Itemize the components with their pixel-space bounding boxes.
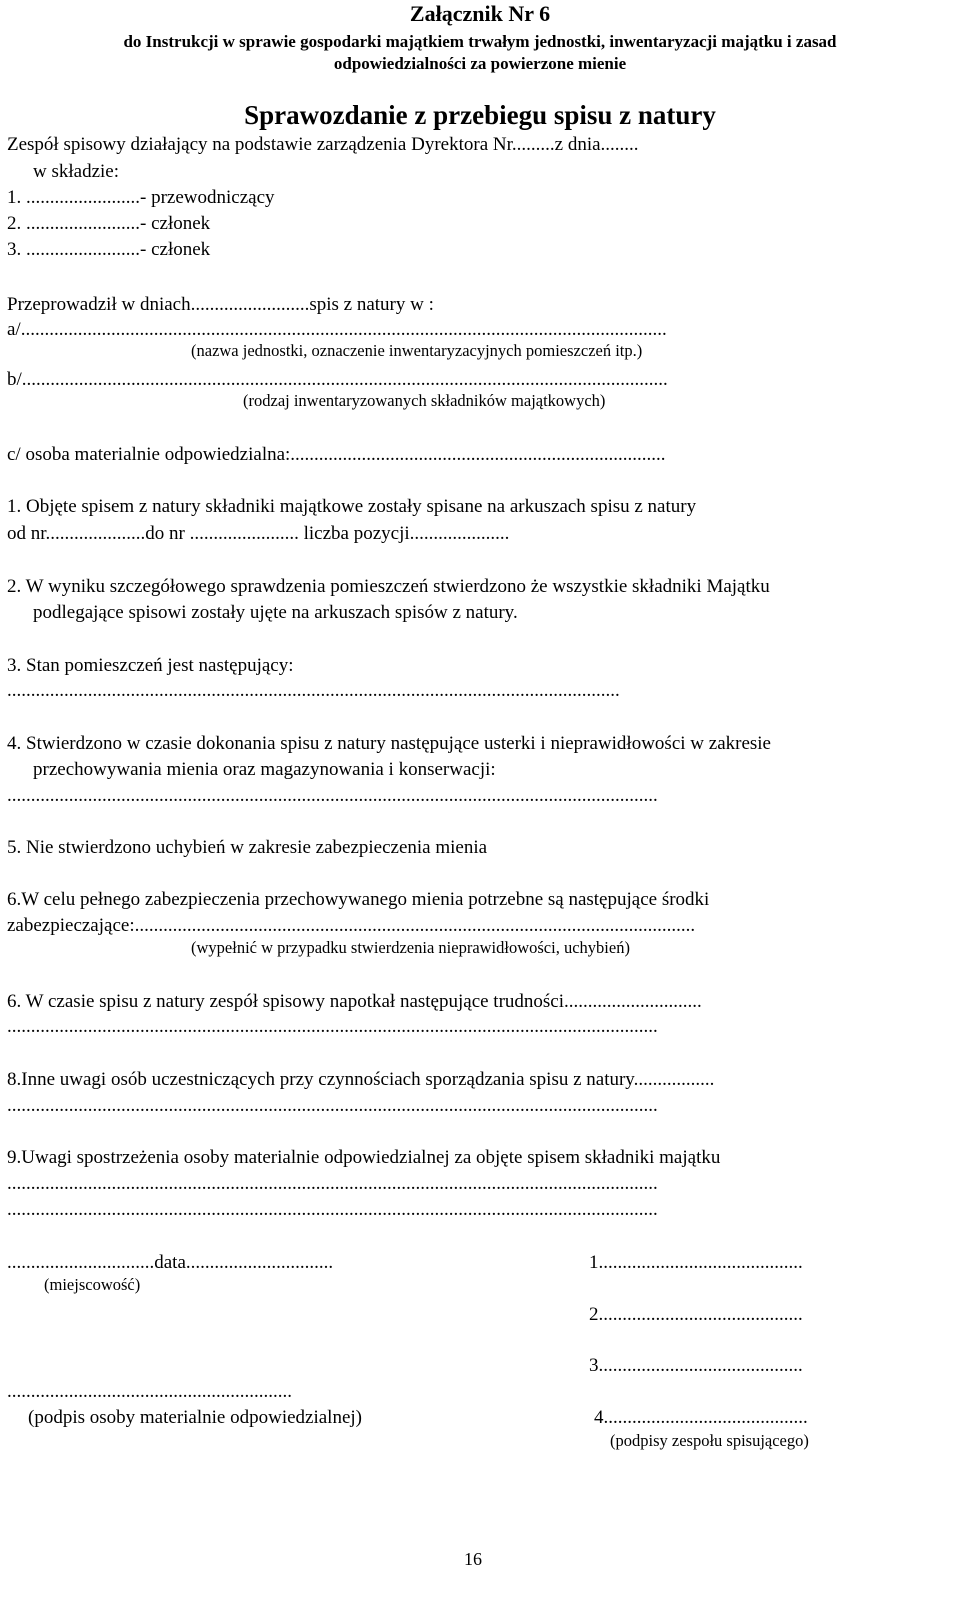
place-hint: (miejscowość): [44, 1275, 141, 1294]
item-4-line1: 4. Stwierdzono w czasie dokonania spisu z natury następujące usterki i nieprawidłowości w zakresie: [7, 733, 771, 754]
member-line: 3. ........................- członek: [7, 239, 211, 260]
attachment-subtitle-line1: do Instrukcji w sprawie gospodarki majątkiem trwałym jednostki, inwentaryzacji majątku i zasad: [123, 32, 837, 51]
report-title: Sprawozdanie z przebiegu spisu z natury: [244, 100, 716, 130]
team-signature-line: 2...........................................: [589, 1304, 803, 1325]
item-9-line3: .........................................................................................................................................: [7, 1199, 658, 1220]
page-number: 16: [464, 1549, 482, 1569]
item-1-line2: od nr.....................do nr ....................... liczba pozycji.....................: [7, 523, 510, 544]
member-line: 2. ........................- członek: [7, 213, 211, 234]
item-6b-line1: 6. W czasie spisu z natury zespół spisowy napotkał następujące trudności.............................: [7, 991, 702, 1012]
field-a: a/........................................................................................................................................: [7, 319, 667, 340]
item-4-line3: .........................................................................................................................................: [7, 785, 658, 806]
item-5-line1: 5. Nie stwierdzono uchybień w zakresie zabezpieczenia mienia: [7, 837, 488, 858]
signature-hint: (podpis osoby materialnie odpowiedzialnej): [28, 1407, 362, 1428]
item-2-line2: podlegające spisowi zostały ujęte na arkuszach spisów z natury.: [33, 602, 518, 623]
field-b-hint: (rodzaj inwentaryzowanych składników majątkowych): [243, 391, 606, 410]
signature-line: ............................................................: [7, 1381, 292, 1402]
item-3-line1: 3. Stan pomieszczeń jest następujący:: [7, 655, 294, 676]
place-date-field: ...............................data...............................: [7, 1252, 334, 1273]
item-6a-line2: zabezpieczające:......................................................................................................................: [7, 915, 696, 936]
team-signature-line: 3...........................................: [589, 1355, 803, 1376]
item-8-line2: .........................................................................................................................................: [7, 1095, 658, 1116]
item-9-line2: .........................................................................................................................................: [7, 1173, 658, 1194]
item-4-line2: przechowywania mienia oraz magazynowania i konserwacji:: [33, 759, 496, 780]
team-signature-hint: (podpisy zespołu spisującego): [610, 1431, 809, 1450]
intro-line: Zespół spisowy działający na podstawie zarządzenia Dyrektora Nr.........z dnia........: [7, 134, 639, 155]
item-6b-line2: .........................................................................................................................................: [7, 1016, 658, 1037]
attachment-subtitle-line2: odpowiedzialności za powierzone mienie: [333, 54, 627, 73]
item-9-line1: 9.Uwagi spostrzeżenia osoby materialnie odpowiedzialnej za objęte spisem składniki majątku: [7, 1147, 721, 1168]
field-b: b/........................................................................................................................................: [7, 369, 668, 390]
item-6a-line1: 6.W celu pełnego zabezpieczenia przechowywanego mienia potrzebne są następujące środki: [7, 889, 710, 910]
item-1-line1: 1. Objęte spisem z natury składniki majątkowe zostały spisane na arkuszach spisu z natury: [7, 496, 697, 517]
field-a-hint: (nazwa jednostki, oznaczenie inwentaryzacyjnych pomieszczeń itp.): [191, 341, 643, 360]
member-line: 1. ........................- przewodniczący: [7, 187, 275, 208]
field-c: c/ osoba materialnie odpowiedzialna:...............................................................................: [7, 444, 666, 465]
item-2-line1: 2. W wyniku szczegółowego sprawdzenia pomieszczeń stwierdzono że wszystkie składniki Majątku: [7, 576, 770, 597]
conducted-line: Przeprowadził w dniach.........................spis z natury w :: [7, 294, 434, 315]
item-6a-hint: (wypełnić w przypadku stwierdzenia nieprawidłowości, uchybień): [191, 938, 630, 957]
composition-label: w składzie:: [33, 161, 120, 182]
item-8-line1: 8.Inne uwagi osób uczestniczących przy czynnościach sporządzania spisu z natury.................: [7, 1069, 715, 1090]
attachment-title: Załącznik Nr 6: [409, 1, 551, 26]
team-signature-line: 1...........................................: [589, 1252, 803, 1273]
team-signature-line: 4...........................................: [594, 1407, 808, 1428]
item-3-line2: .................................................................................................................................: [7, 680, 620, 701]
